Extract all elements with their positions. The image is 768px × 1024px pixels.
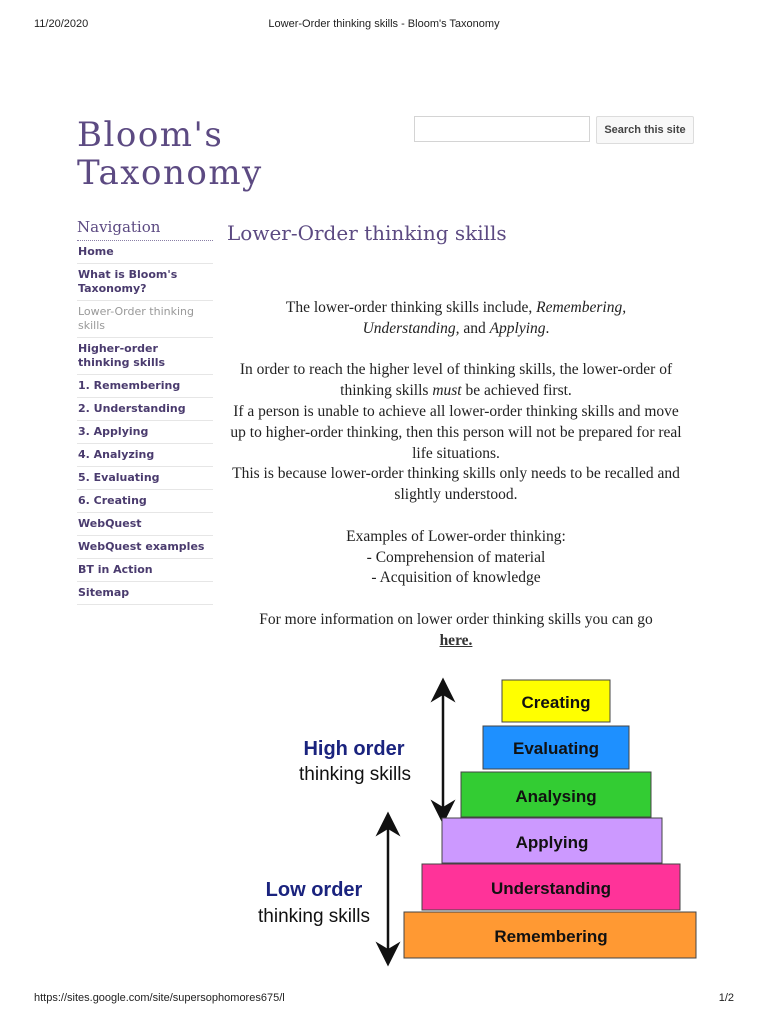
navigation-list — [77, 241, 213, 605]
high-order-label: High order — [303, 738, 405, 760]
site-title[interactable] — [77, 116, 263, 192]
level-analysing-label: Analysing — [515, 787, 597, 806]
nav-item-what-is-blooms-taxonomy[interactable]: What is Bloom's Taxonomy? — [77, 264, 213, 301]
print-page-title: Lower-Order thinking skills - Bloom's Taxonomy — [268, 18, 500, 30]
example-item-1: - Comprehension of material — [366, 548, 546, 566]
examples-paragraph — [227, 527, 685, 589]
navigation-heading: Navigation — [77, 218, 213, 241]
print-footer — [0, 992, 768, 1006]
print-page-number: 1/2 — [718, 992, 734, 1004]
search-button[interactable]: Search this site — [596, 116, 694, 144]
site-title-line-2: Taxonomy — [77, 153, 263, 193]
nav-item-webquest[interactable]: WebQuest — [77, 513, 213, 536]
level-evaluating-label: Evaluating — [513, 739, 599, 758]
nav-item-evaluating[interactable]: 5. Evaluating — [77, 467, 213, 490]
explanation-text-a: In order to reach the higher level of thinking skills, the lower-order of thinking skills — [239, 361, 673, 400]
explanation-paragraph — [227, 360, 685, 506]
explanation-line-3: This is because lower-order thinking skills only needs to be recalled and slightly understood. — [232, 465, 680, 504]
examples-heading: Examples of Lower-order thinking: — [346, 527, 566, 545]
nav-item-creating[interactable]: 6. Creating — [77, 490, 213, 513]
level-applying-label: Applying — [515, 833, 589, 852]
search-input[interactable] — [414, 116, 590, 142]
nav-item-lower-order-thinking-skills[interactable]: Lower-Order thinking skills — [77, 301, 213, 338]
nav-item-understanding[interactable]: 2. Understanding — [77, 398, 213, 421]
print-url: https://sites.google.com/site/supersophomores675/l — [34, 992, 285, 1004]
print-date: 11/20/2020 — [34, 18, 89, 30]
term-remembering: Remembering, — [536, 299, 627, 316]
print-header — [0, 18, 768, 32]
here-link[interactable]: here. — [439, 631, 473, 649]
example-item-2: - Acquisition of knowledge — [371, 569, 541, 587]
level-creating-label: Creating — [521, 693, 591, 712]
nav-item-home[interactable]: Home — [77, 241, 213, 264]
page-content — [227, 298, 685, 672]
nav-item-applying[interactable]: 3. Applying — [77, 421, 213, 444]
intro-text: The lower-order thinking skills include, — [285, 299, 533, 316]
high-order-sublabel: thinking skills — [299, 764, 411, 785]
level-remembering-label: Remembering — [494, 927, 608, 946]
nav-item-webquest-examples[interactable]: WebQuest examples — [77, 536, 213, 559]
nav-item-remembering[interactable]: 1. Remembering — [77, 375, 213, 398]
explanation-line-2: If a person is unable to achieve all lower-order thinking skills and move up to higher-order thinking, then this person will not be prepared for real life situations. — [230, 402, 682, 462]
bloom-pyramid-image — [228, 662, 700, 972]
low-order-label: Low order — [265, 879, 363, 901]
site-title-line-1: Bloom's — [77, 115, 224, 155]
explanation-emphasis: must — [432, 382, 462, 400]
explanation-text-b: be achieved first. — [465, 382, 572, 400]
sidebar-navigation — [77, 218, 213, 605]
intro-paragraph: The lower-order thinking skills include, Remembering, Understanding, and Applying. — [285, 299, 627, 337]
term-understanding: Understanding, — [362, 319, 460, 337]
page-title: Lower-Order thinking skills — [227, 221, 507, 245]
more-info-text: For more information on lower order thinking skills you can go — [259, 610, 653, 628]
pyramid-graphic — [228, 662, 700, 972]
intro-and: and — [463, 319, 486, 337]
low-order-sublabel: thinking skills — [258, 906, 370, 927]
level-understanding-label: Understanding — [491, 879, 611, 898]
nav-item-sitemap[interactable]: Sitemap — [77, 582, 213, 605]
nav-item-higher-order-thinking-skills[interactable]: Higher-order thinking skills — [77, 338, 213, 375]
nav-item-analyzing[interactable]: 4. Analyzing — [77, 444, 213, 467]
term-applying: Applying — [489, 319, 546, 337]
more-info-paragraph — [227, 610, 685, 652]
nav-item-bt-in-action[interactable]: BT in Action — [77, 559, 213, 582]
